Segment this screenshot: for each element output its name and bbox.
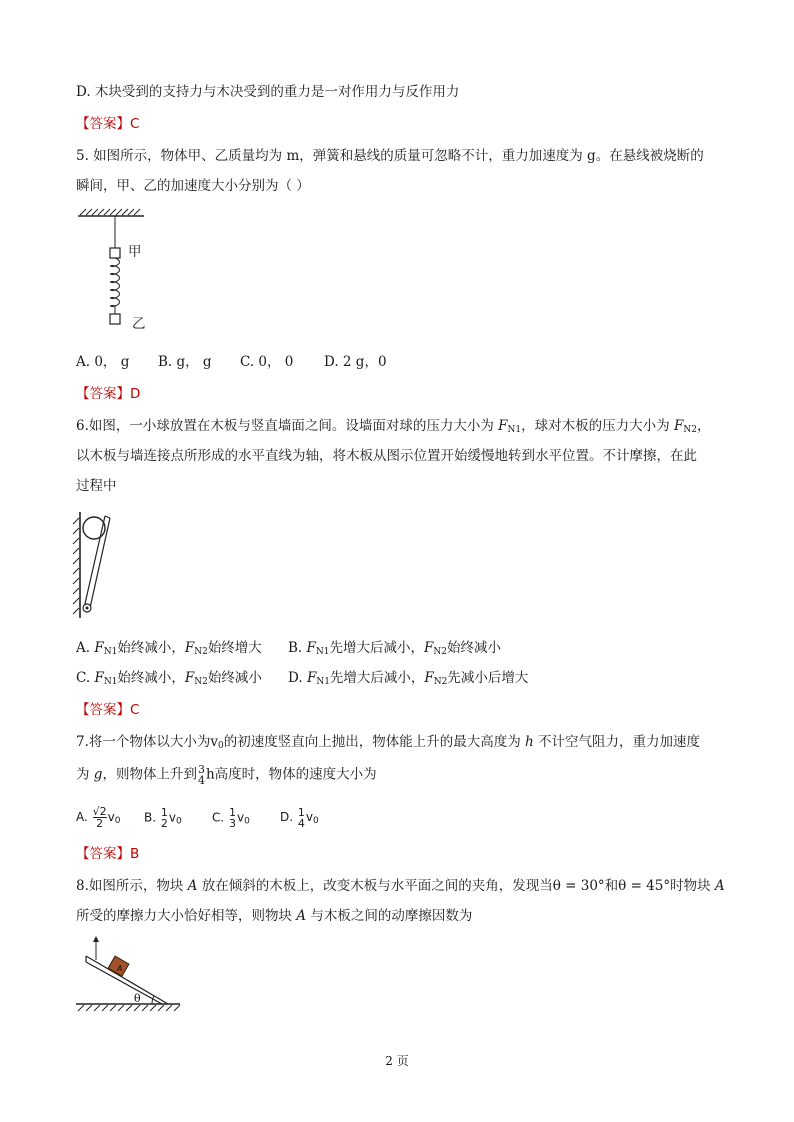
q7-option-b: B. 1 2 $v_0$ xyxy=(144,805,182,830)
q8-block-label: A xyxy=(117,964,123,973)
q5-spring-figure xyxy=(76,206,186,336)
q6-option-b: B. $F_{N1}$先增大后减小，$F_{N2}$始终减小 xyxy=(288,640,501,657)
q4-answer: 【答案】C xyxy=(76,116,140,132)
q6-options-row2 xyxy=(76,668,528,692)
q5-option-a: A. 0， g xyxy=(76,354,130,370)
q4-option-d: D. 木块受到的支持力与木决受到的重力是一对作用力与反作用力 xyxy=(76,84,460,100)
q8-incline-figure xyxy=(72,934,192,1018)
q5-stem-line1: 5. 如图所示，物体甲、乙质量均为 m，弹簧和悬线的质量可忽略不计，重力加速度为 g。在悬线被烧断的 xyxy=(76,148,704,164)
q5-option-d: D. 2 g，0 xyxy=(324,354,387,370)
q5-label-jia: 甲 xyxy=(128,244,142,260)
q7-answer: 【答案】B xyxy=(76,846,140,862)
q8-line1: 8.如图所示，物块 A 放在倾斜的木板上，改变木板与水平面之间的夹角，发现当θ = 30°和θ = 45°时物块 A xyxy=(76,878,725,894)
q5-options xyxy=(76,352,387,372)
q5-answer: 【答案】D xyxy=(76,386,141,402)
q7-line1: 7.将一个物体以大小为$v_0$的初速度竖直向上抛出，物体能上升的最大高度为 h 不计空气阻力，重力加速度 xyxy=(76,734,701,751)
q6-option-d: D. $F_{N1}$先增大后减小，$F_{N2}$先减小后增大 xyxy=(288,670,529,687)
q7-option-c: C. 1 3 $v_0$ xyxy=(212,805,250,830)
q6-line1: 6.如图，一小球放置在木板与竖直墙面之间。设墙面对球的压力大小为 $F_{N1}$，球对木板的压力大小为 $F_{N2}$， xyxy=(76,418,711,435)
q7-line2: 为 g，则物体上升到 3 4 h高度时，物体的速度大小为 xyxy=(76,763,377,787)
q6-answer: 【答案】C xyxy=(76,702,140,718)
q6-option-c: C. $F_{N1}$始终减小，$F_{N2}$始终减小 xyxy=(76,670,262,687)
q6-line3: 过程中 xyxy=(76,478,117,494)
q7-options xyxy=(76,806,319,831)
q5-option-b: B. g， g xyxy=(158,354,212,370)
q7-option-d: D. 1 4 $v_0$ xyxy=(280,805,319,830)
q6-ball-board-figure xyxy=(70,508,130,623)
q6-options-row1 xyxy=(76,638,501,662)
q5-option-c: C. 0， 0 xyxy=(240,354,294,370)
q7-option-a: A. $\frac{√2}{2}$ $v_0$ xyxy=(76,805,121,830)
q6-line2: 以木板与墙连接点所形成的水平直线为轴，将木板从图示位置开始缓慢地转到水平位置。不计摩擦，在此 xyxy=(76,448,697,464)
q8-line2: 所受的摩擦力大小恰好相等，则物块 A 与木板之间的动摩擦因数为 xyxy=(76,908,473,924)
q7-fraction: 3 4 xyxy=(197,763,205,787)
q8-theta-label: θ xyxy=(134,992,141,1005)
q5-label-yi: 乙 xyxy=(132,316,146,332)
q6-option-a: A. $F_{N1}$始终减小，$F_{N2}$始终增大 xyxy=(76,640,262,657)
page-number: 2 页 xyxy=(385,1054,409,1068)
q5-stem-line2: 瞬间，甲、乙的加速度大小分别为（ ） xyxy=(76,178,310,194)
